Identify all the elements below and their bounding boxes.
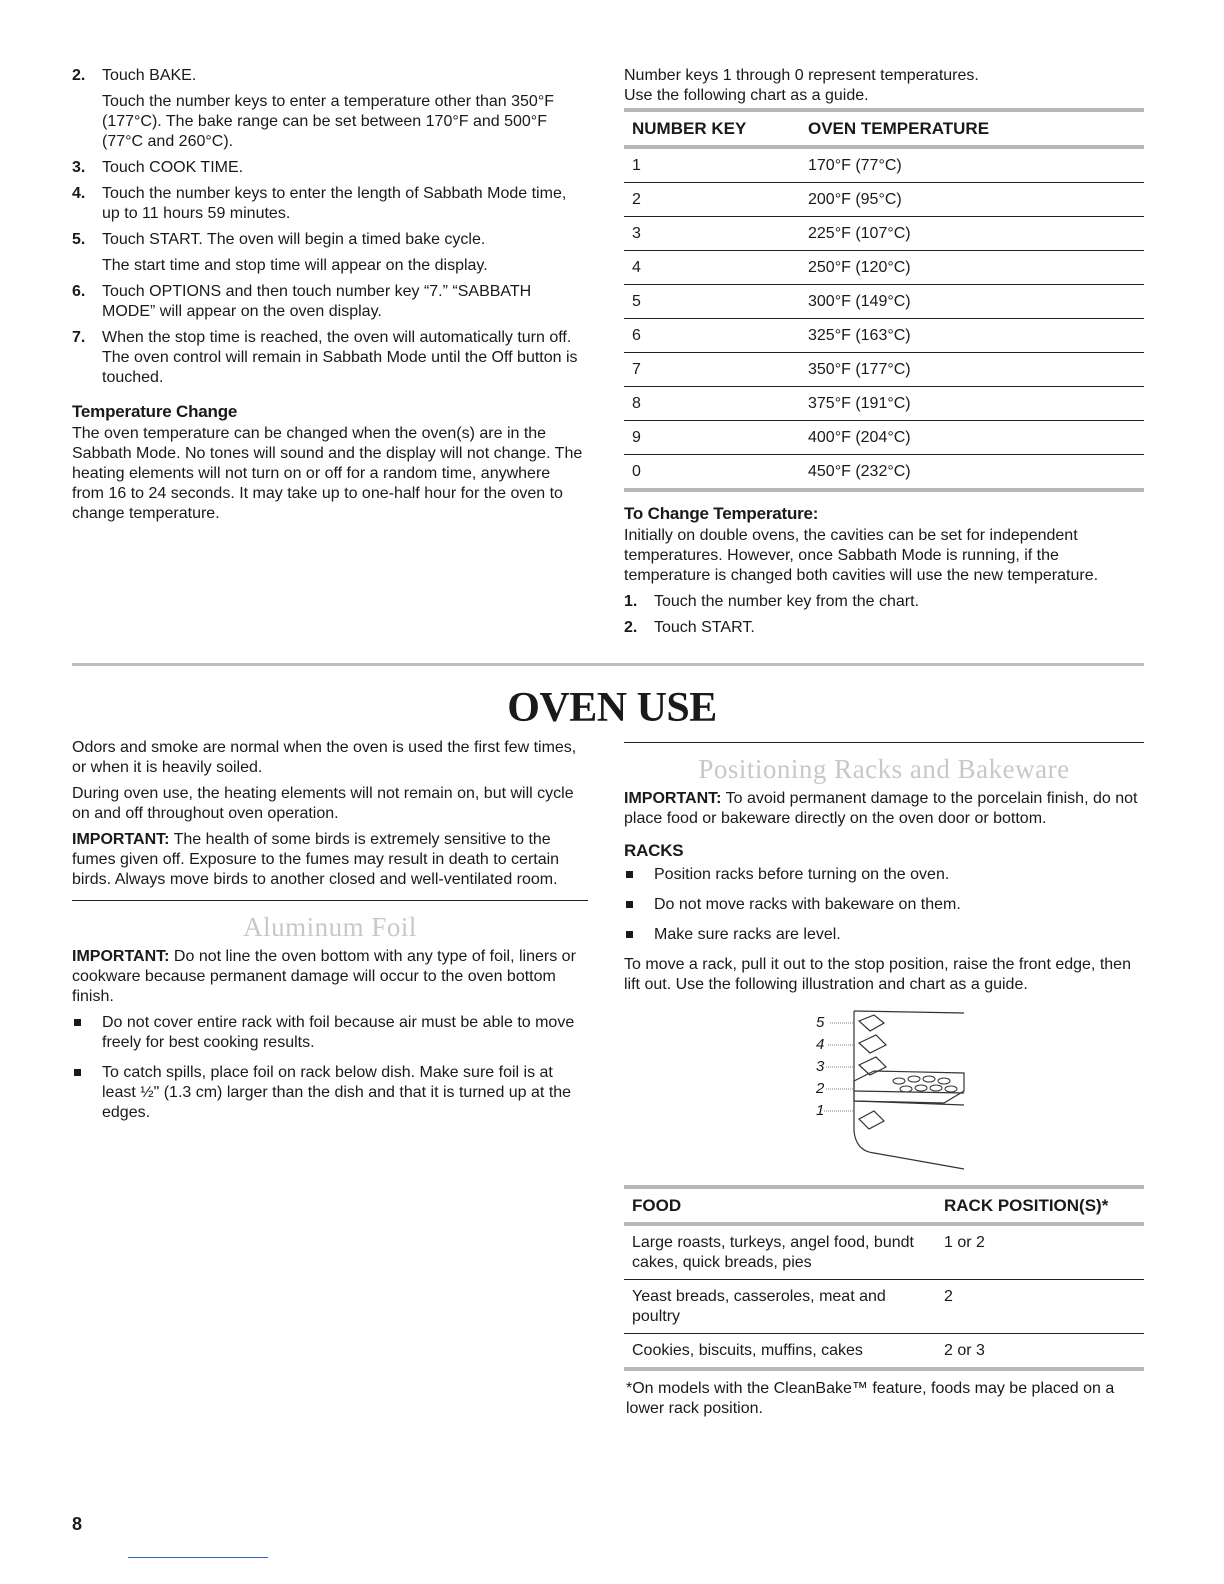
- number-key-cell: 2: [632, 191, 641, 208]
- step-number: 2.: [624, 619, 638, 636]
- rack-position-illustration: [814, 1001, 974, 1171]
- food-cell: Large roasts, turkeys, angel food, bundt cakes, quick breads, pies: [632, 1234, 914, 1271]
- table-header-row: [624, 1187, 1144, 1224]
- step-item: [72, 66, 586, 152]
- step-item: [72, 158, 586, 178]
- step-text: Touch COOK TIME.: [102, 159, 244, 176]
- temperature-cell: 350°F (177°C): [808, 361, 911, 378]
- section-divider: [72, 663, 1144, 666]
- temperature-cell: 200°F (95°C): [808, 191, 902, 208]
- rack-position-table: [624, 1185, 1144, 1371]
- temperature-cell: 300°F (149°C): [808, 293, 911, 310]
- step-text: Touch the number keys to enter the length of Sabbath Mode time, up to 11 hours 59 minutes.: [102, 185, 567, 222]
- table-row: [624, 183, 1144, 217]
- porcelain-warning: [624, 789, 1144, 829]
- aluminum-foil-title: Aluminum Foil: [243, 912, 417, 942]
- change-temperature-text: Initially on double ovens, the cavities can be set for independent temperatures. However, once Sabbath Mode is running, if the temperature is changed both cavities will use the new temperature.: [624, 527, 1099, 584]
- racks-column: [624, 742, 1144, 1419]
- oven-rack-icon: [814, 1001, 974, 1171]
- rack-position-cell: 1 or 2: [944, 1234, 985, 1251]
- rack-position-cell: 2: [944, 1288, 953, 1305]
- step-text: Touch the number key from the chart.: [654, 593, 920, 610]
- rack-label-1: 1: [816, 1102, 825, 1119]
- table-row: [624, 319, 1144, 353]
- birds-warning: [72, 830, 588, 890]
- important-label: IMPORTANT:: [72, 831, 170, 848]
- step-subtext: The start time and stop time will appear on the display.: [102, 257, 488, 274]
- table-row: [624, 387, 1144, 421]
- number-key-cell: 4: [632, 259, 641, 276]
- table-row: [624, 1280, 1144, 1334]
- table-row: [624, 285, 1144, 319]
- temperature-cell: 170°F (77°C): [808, 157, 902, 174]
- temperature-cell: 325°F (163°C): [808, 327, 911, 344]
- number-key-cell: 7: [632, 361, 641, 378]
- step-item: [624, 592, 1144, 612]
- table-row: [624, 147, 1144, 183]
- step-number: 4.: [72, 185, 86, 202]
- bullet-square-icon: [626, 871, 633, 878]
- temperature-change-text: The oven temperature can be changed when the oven(s) are in the Sabbath Mode. No tones will sound and the display will not change. The heating elements will not turn on or off for a random time, anywhere from 16 to 24 seconds. It may take up to one-half hour for the oven to change temperature.: [72, 425, 583, 522]
- header-oven-temperature: OVEN TEMPERATURE: [808, 119, 990, 138]
- important-label: IMPORTANT:: [624, 790, 722, 807]
- chart-intro-line-1: Number keys 1 through 0 represent temperatures.: [624, 67, 979, 84]
- header-number-key: NUMBER KEY: [632, 119, 747, 138]
- list-item: [72, 1013, 588, 1053]
- list-item: [624, 895, 1144, 915]
- foil-warning: [72, 947, 588, 1007]
- page-number: 8: [72, 1514, 83, 1534]
- food-cell: Cookies, biscuits, muffins, cakes: [632, 1342, 863, 1359]
- step-number: 6.: [72, 283, 86, 300]
- step-item: [72, 328, 586, 388]
- number-key-cell: 3: [632, 225, 641, 242]
- important-text: The health of some birds is extremely sensitive to the fumes given off. Exposure to the fumes may result in death to certain birds. Always move birds to another closed and well-ventilated room.: [72, 831, 560, 888]
- chart-intro-line-2: Use the following chart as a guide.: [624, 87, 869, 104]
- bullet-text: Make sure racks are level.: [654, 926, 841, 943]
- bullet-square-icon: [74, 1019, 81, 1026]
- number-key-cell: 1: [632, 157, 641, 174]
- step-text: Touch BAKE.: [102, 67, 197, 84]
- sabbath-steps-column: [72, 66, 586, 530]
- bullet-text: Do not cover entire rack with foil because air must be able to move freely for best cooking results.: [102, 1014, 575, 1051]
- step-subtext: Touch the number keys to enter a temperature other than 350°F (177°C). The bake range can be set between 170°F and 500°F (77°C and 260°C).: [102, 93, 554, 150]
- number-key-cell: 9: [632, 429, 641, 446]
- step-number: 5.: [72, 231, 86, 248]
- temperature-cell: 450°F (232°C): [808, 463, 911, 480]
- number-key-cell: 5: [632, 293, 641, 310]
- temperature-cell: 225°F (107°C): [808, 225, 911, 242]
- cleanbake-footnote: *On models with the CleanBake™ feature, foods may be placed on a lower rack position.: [626, 1380, 1115, 1417]
- step-item: [624, 618, 1144, 638]
- page-title: OVEN USE: [507, 685, 717, 731]
- list-item: [624, 925, 1144, 945]
- table-row: [624, 455, 1144, 491]
- move-rack-text: To move a rack, pull it out to the stop position, raise the front edge, then lift out. Use the following illustration and chart as a guide.: [624, 956, 1131, 993]
- foil-bullet-list: [72, 1013, 588, 1123]
- number-key-cell: 8: [632, 395, 641, 412]
- step-item: [72, 282, 586, 322]
- temperature-cell: 250°F (120°C): [808, 259, 911, 276]
- number-key-cell: 6: [632, 327, 641, 344]
- rack-label-2: 2: [816, 1080, 825, 1097]
- step-item: [72, 230, 586, 276]
- oven-use-intro-column: [72, 738, 588, 1133]
- sabbath-steps-list: [72, 66, 586, 388]
- list-item: [72, 1063, 588, 1123]
- step-text: When the stop time is reached, the oven will automatically turn off. The oven control will remain in Sabbath Mode until the Off button is touched.: [102, 329, 578, 386]
- temperature-chart-column: [624, 66, 1144, 644]
- table-row: [624, 421, 1144, 455]
- temperature-change-heading: Temperature Change: [72, 402, 238, 421]
- important-text: Do not line the oven bottom with any type of foil, liners or cookware because permanent damage will occur to the oven bottom finish.: [72, 948, 576, 1005]
- number-key-cell: 0: [632, 463, 641, 480]
- bullet-square-icon: [626, 931, 633, 938]
- change-temperature-steps: [624, 592, 1144, 638]
- bullet-square-icon: [74, 1069, 81, 1076]
- rack-label-3: 3: [816, 1058, 825, 1075]
- bullet-text: To catch spills, place foil on rack below dish. Make sure foil is at least ½" (1.3 cm) larger than the dish and that it is turned up at the edges.: [102, 1064, 572, 1121]
- temperature-table: [624, 108, 1144, 492]
- important-text: To avoid permanent damage to the porcelain finish, do not place food or bakeware directly on the oven door or bottom.: [624, 790, 1138, 827]
- rack-label-5: 5: [816, 1014, 825, 1031]
- table-row: [624, 353, 1144, 387]
- table-row: [624, 251, 1144, 285]
- change-temperature-heading: To Change Temperature:: [624, 504, 819, 523]
- step-text: Touch OPTIONS and then touch number key “7.” “SABBATH MODE” will appear on the oven display.: [102, 283, 532, 320]
- temperature-cell: 375°F (191°C): [808, 395, 911, 412]
- table-row: [624, 1224, 1144, 1280]
- temperature-cell: 400°F (204°C): [808, 429, 911, 446]
- step-number: 1.: [624, 593, 638, 610]
- table-header-row: [624, 110, 1144, 147]
- important-label: IMPORTANT:: [72, 948, 170, 965]
- food-cell: Yeast breads, casseroles, meat and poultry: [632, 1288, 886, 1325]
- bullet-square-icon: [626, 901, 633, 908]
- step-item: [72, 184, 586, 224]
- list-item: [624, 865, 1144, 885]
- racks-heading: RACKS: [624, 841, 684, 860]
- bullet-text: Do not move racks with bakeware on them.: [654, 896, 961, 913]
- intro-paragraph-heating: During oven use, the heating elements will not remain on, but will cycle on and off throughout oven operation.: [72, 785, 574, 822]
- rack-position-cell: 2 or 3: [944, 1342, 985, 1359]
- racks-bullet-list: [624, 865, 1144, 945]
- rack-label-4: 4: [816, 1036, 825, 1053]
- intro-paragraph-odors: Odors and smoke are normal when the oven is used the first few times, or when it is heavily soiled.: [72, 739, 577, 776]
- section-rule: [72, 900, 588, 901]
- header-rack-positions: RACK POSITION(S)*: [944, 1196, 1109, 1215]
- section-rule: [624, 742, 1144, 743]
- step-text: Touch START.: [654, 619, 755, 636]
- table-row: [624, 1334, 1144, 1370]
- positioning-racks-title: Positioning Racks and Bakeware: [698, 754, 1070, 784]
- step-number: 3.: [72, 159, 86, 176]
- header-food: FOOD: [632, 1196, 682, 1215]
- step-number: 2.: [72, 67, 86, 84]
- step-text: Touch START. The oven will begin a timed bake cycle.: [102, 231, 486, 248]
- step-number: 7.: [72, 329, 86, 346]
- footer-line: [128, 1557, 268, 1558]
- bullet-text: Position racks before turning on the oven.: [654, 866, 950, 883]
- table-row: [624, 217, 1144, 251]
